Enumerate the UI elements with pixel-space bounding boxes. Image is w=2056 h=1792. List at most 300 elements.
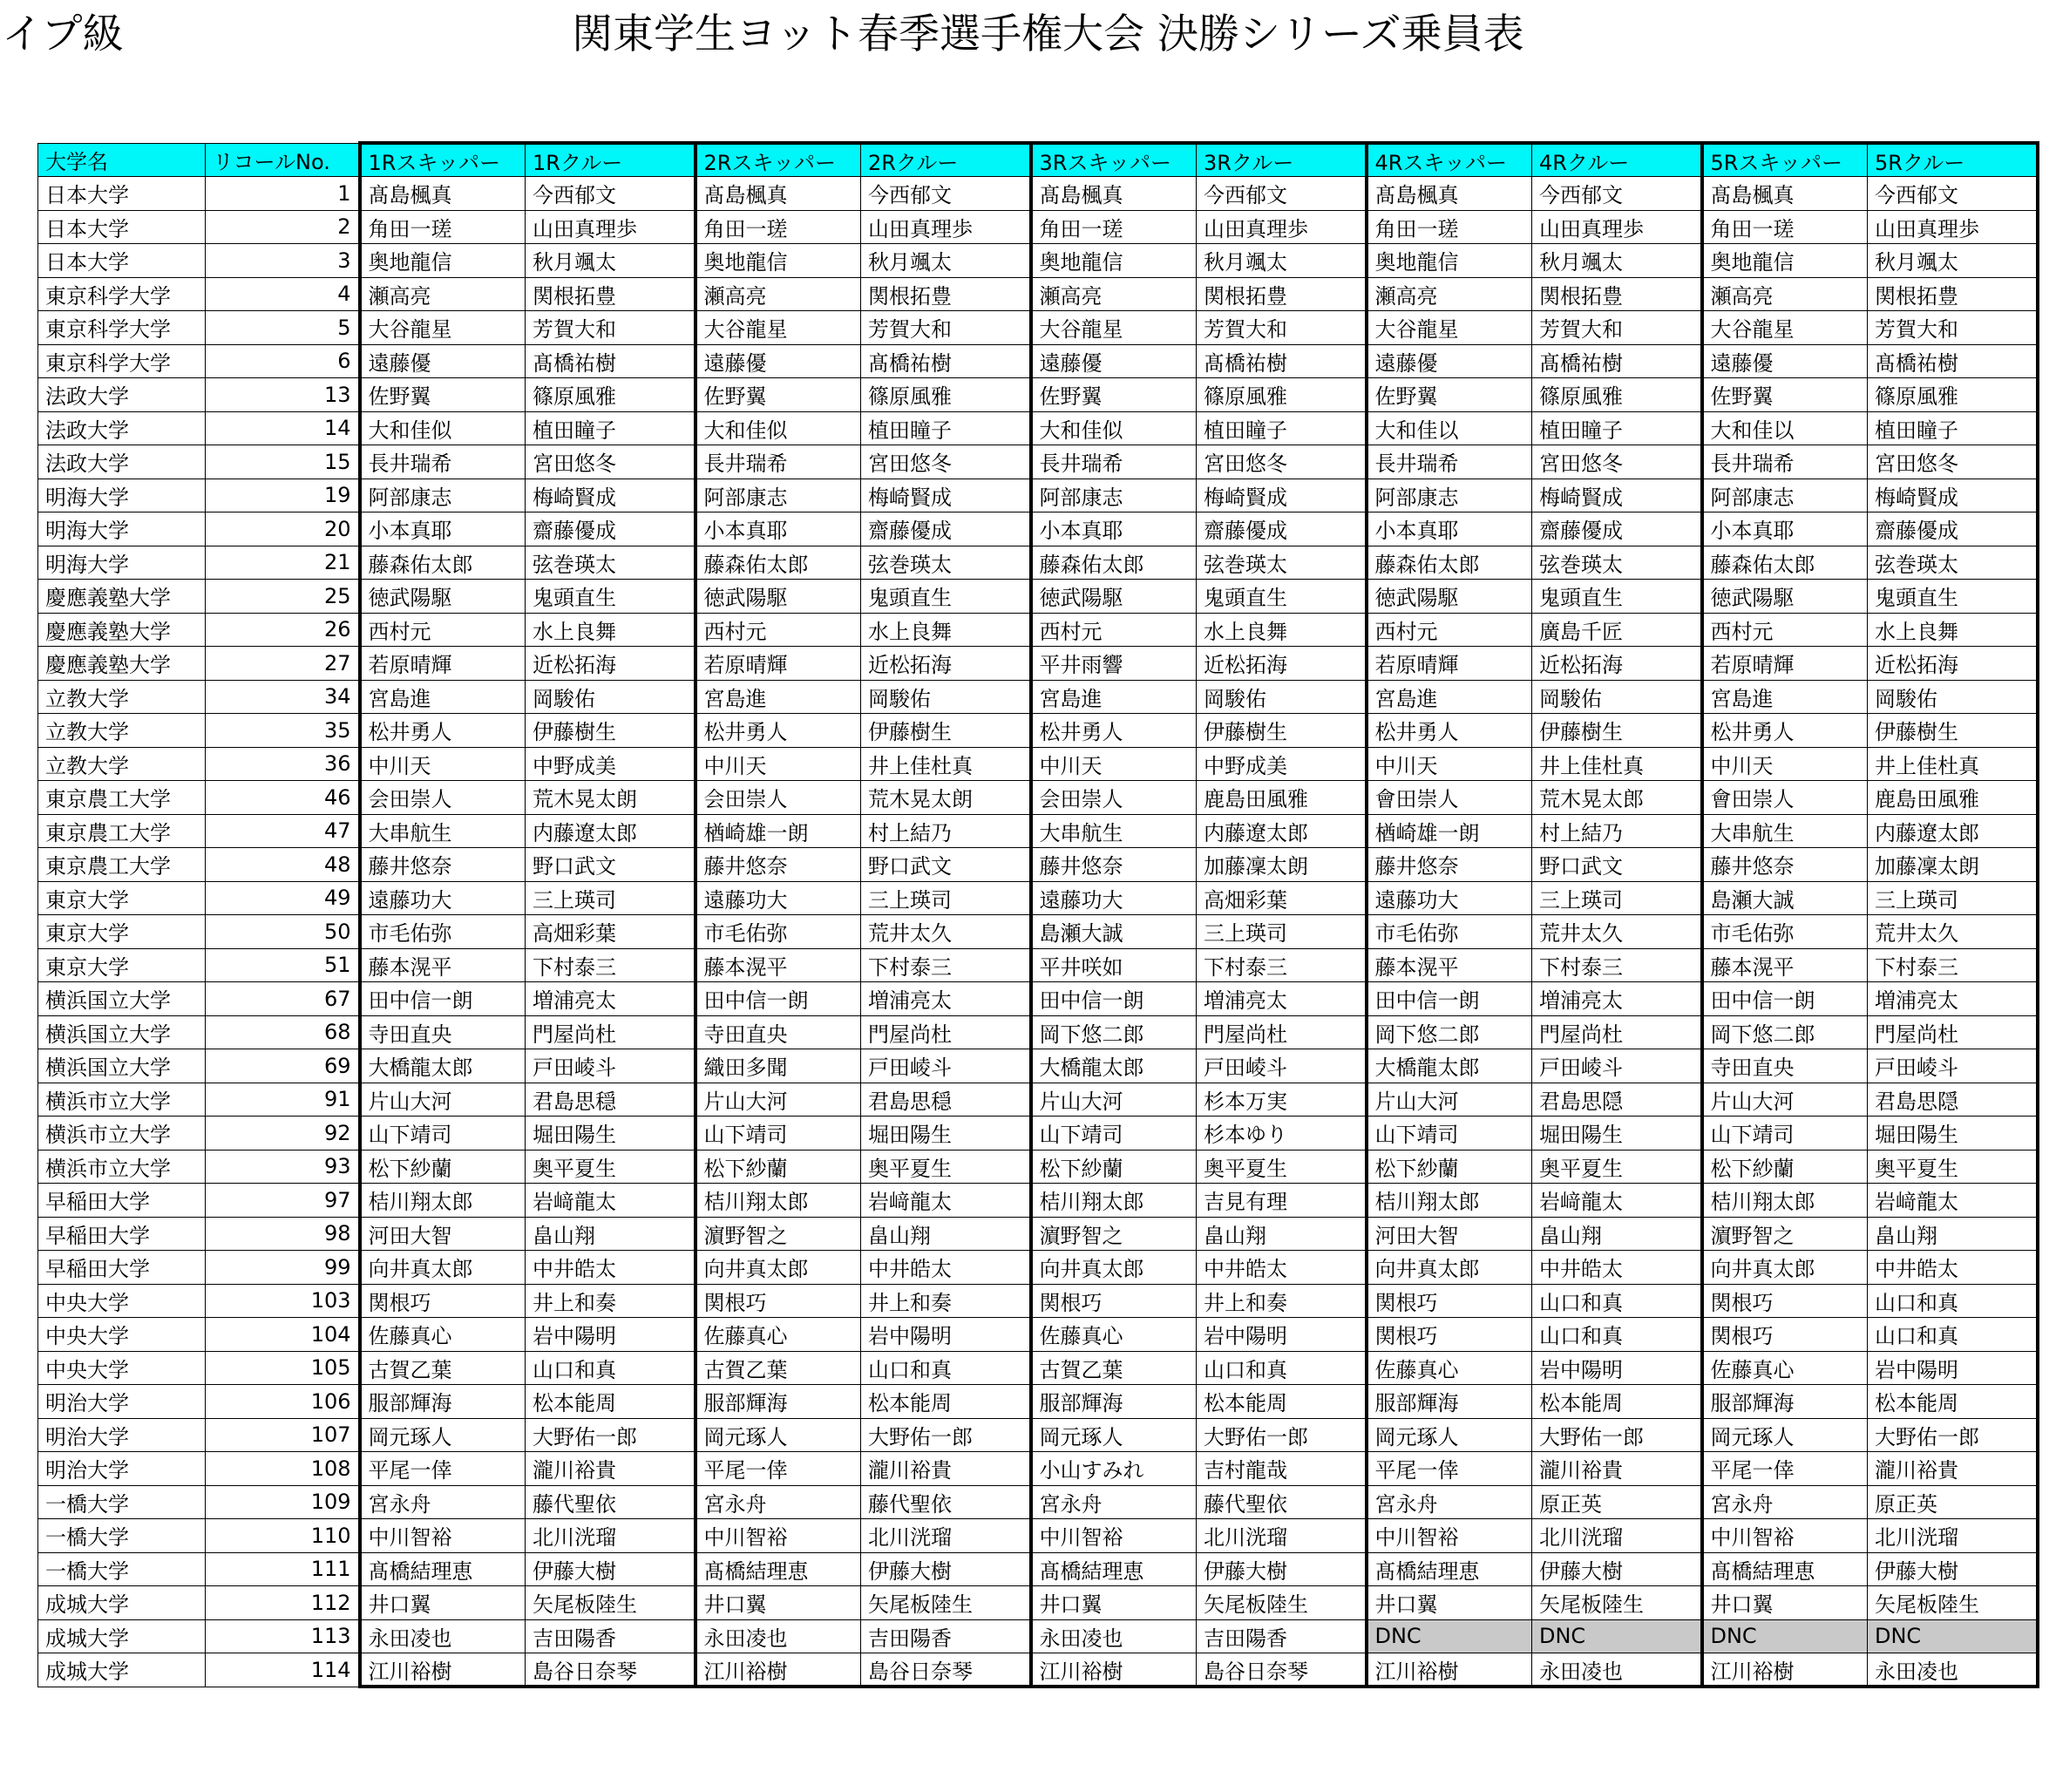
r3-crew-cell: 近松拓海	[1197, 647, 1367, 681]
university-cell: 明治大学	[38, 1385, 206, 1419]
r3-skipper-cell: 藤井悠奈	[1031, 848, 1197, 882]
university-cell: 横浜国立大学	[38, 1015, 206, 1049]
r1-crew-cell: 伊藤樹生	[526, 714, 696, 748]
r1-skipper-cell: 宮永舟	[360, 1485, 526, 1519]
r4-crew-cell: 野口武文	[1532, 848, 1702, 882]
r5-skipper-cell: 大串航生	[1702, 814, 1868, 848]
r4-crew-cell: 山田真理歩	[1532, 210, 1702, 244]
recall-no-cell: 48	[206, 848, 360, 882]
r5-crew-cell: 鹿島田風雅	[1868, 781, 2038, 815]
r5-skipper-cell: 阿部康志	[1702, 479, 1868, 512]
r5-crew-cell: 今西郁文	[1868, 177, 2038, 211]
r5-crew-cell: 弦巻瑛太	[1868, 546, 2038, 580]
recall-no-cell: 13	[206, 378, 360, 412]
recall-no-cell: 113	[206, 1619, 360, 1653]
r1-crew-cell: 君島思穏	[526, 1083, 696, 1117]
r4-skipper-cell: 會田崇人	[1367, 781, 1532, 815]
r4-crew-cell: 伊藤大樹	[1532, 1552, 1702, 1586]
r2-skipper-cell: 松井勇人	[696, 714, 861, 748]
r1-crew-cell: 今西郁文	[526, 177, 696, 211]
r5-skipper-cell: 會田崇人	[1702, 781, 1868, 815]
r2-skipper-cell: 若原晴輝	[696, 647, 861, 681]
r5-skipper-cell: 田中信一朗	[1702, 982, 1868, 1016]
r2-skipper-cell: 向井真太郎	[696, 1251, 861, 1285]
r4-skipper-cell: 遠藤優	[1367, 344, 1532, 378]
r3-crew-cell: 宮田悠冬	[1197, 445, 1367, 479]
r1-skipper-cell: 服部輝海	[360, 1385, 526, 1419]
r1-skipper-cell: 遠藤功大	[360, 881, 526, 915]
r2-skipper-cell: 徳武陽駆	[696, 580, 861, 614]
r5-skipper-cell: 長井瑞希	[1702, 445, 1868, 479]
r2-skipper-cell: 奥地龍信	[696, 244, 861, 278]
r4-crew-cell: 三上瑛司	[1532, 881, 1702, 915]
r1-crew-cell: 植田瞳子	[526, 411, 696, 445]
r2-skipper-cell: 古賀乙葉	[696, 1351, 861, 1385]
recall-no-cell: 19	[206, 479, 360, 512]
r1-skipper-cell: 寺田直央	[360, 1015, 526, 1049]
r1-skipper-cell: 松井勇人	[360, 714, 526, 748]
crew-roster-table	[37, 141, 2039, 1688]
r4-crew-cell: 松本能周	[1532, 1385, 1702, 1419]
r3-crew-cell: 井上和奏	[1197, 1284, 1367, 1318]
r2-crew-cell: 野口武文	[861, 848, 1031, 882]
r2-crew-cell: 岩﨑龍太	[861, 1184, 1031, 1218]
r1-skipper-cell: 髙島楓真	[360, 177, 526, 211]
r5-crew-cell: 下村泰三	[1868, 948, 2038, 982]
r5-skipper-cell: 桔川翔太郎	[1702, 1184, 1868, 1218]
header-recall-no: リコールNo.	[206, 143, 360, 177]
r2-crew-cell: 島谷日奈琴	[861, 1653, 1031, 1687]
recall-no-cell: 103	[206, 1284, 360, 1318]
header-r4-crew: 4Rクルー	[1532, 143, 1702, 177]
r3-crew-cell: 水上良舞	[1197, 613, 1367, 647]
table-row	[38, 1653, 2038, 1687]
r1-crew-cell: 水上良舞	[526, 613, 696, 647]
r2-crew-cell: 藤代聖依	[861, 1485, 1031, 1519]
r3-crew-cell: 門屋尚杜	[1197, 1015, 1367, 1049]
university-cell: 法政大学	[38, 411, 206, 445]
r4-crew-cell: 山口和真	[1532, 1318, 1702, 1352]
r5-skipper-cell: 平尾一倖	[1702, 1452, 1868, 1486]
r1-skipper-cell: 藤井悠奈	[360, 848, 526, 882]
r2-crew-cell: 宮田悠冬	[861, 445, 1031, 479]
table-row	[38, 948, 2038, 982]
r1-skipper-cell: 河田大智	[360, 1217, 526, 1251]
table-row	[38, 311, 2038, 345]
r5-skipper-cell: 藤森佑太郎	[1702, 546, 1868, 580]
r1-crew-cell: 高畑彩葉	[526, 915, 696, 949]
r2-skipper-cell: 井口翼	[696, 1586, 861, 1620]
r1-skipper-cell: 髙橋結理恵	[360, 1552, 526, 1586]
table-row	[38, 244, 2038, 278]
r2-skipper-cell: 佐藤真心	[696, 1318, 861, 1352]
recall-no-cell: 112	[206, 1586, 360, 1620]
r4-crew-cell: 君島思隠	[1532, 1083, 1702, 1117]
r2-skipper-cell: 片山大河	[696, 1083, 861, 1117]
r1-crew-cell: 奥平夏生	[526, 1150, 696, 1184]
table-row	[38, 210, 2038, 244]
r2-skipper-cell: 織田多聞	[696, 1049, 861, 1083]
university-cell: 東京科学大学	[38, 277, 206, 311]
table-row	[38, 1117, 2038, 1151]
r5-skipper-cell: 遠藤優	[1702, 344, 1868, 378]
r4-skipper-cell: 楢崎雄一朗	[1367, 814, 1532, 848]
r4-skipper-cell: 大和佳以	[1367, 411, 1532, 445]
r4-crew-cell: 大野佑一郎	[1532, 1418, 1702, 1452]
r1-crew-cell: 増浦亮太	[526, 982, 696, 1016]
r5-crew-cell: 山口和真	[1868, 1318, 2038, 1352]
university-cell: 東京大学	[38, 948, 206, 982]
r4-skipper-cell: 宮島進	[1367, 680, 1532, 714]
r3-skipper-cell: 岡下悠二郎	[1031, 1015, 1197, 1049]
r4-skipper-cell: 服部輝海	[1367, 1385, 1532, 1419]
r1-crew-cell: 岩中陽明	[526, 1318, 696, 1352]
page-title: 関東学生ヨット春季選手権大会 決勝シリーズ乗員表	[572, 10, 1524, 58]
r2-crew-cell: 奥平夏生	[861, 1150, 1031, 1184]
r3-skipper-cell: 髙橋結理恵	[1031, 1552, 1197, 1586]
r3-crew-cell: 杉本万実	[1197, 1083, 1367, 1117]
r4-skipper-cell: 奥地龍信	[1367, 244, 1532, 278]
recall-no-cell: 93	[206, 1150, 360, 1184]
university-cell: 東京農工大学	[38, 848, 206, 882]
r5-skipper-cell: 関根巧	[1702, 1284, 1868, 1318]
r4-crew-cell: 梅崎賢成	[1532, 479, 1702, 512]
r5-skipper-cell: 藤井悠奈	[1702, 848, 1868, 882]
r5-skipper-cell: 江川裕樹	[1702, 1653, 1868, 1687]
r3-skipper-cell: 徳武陽駆	[1031, 580, 1197, 614]
r2-skipper-cell: 山下靖司	[696, 1117, 861, 1151]
recall-no-cell: 2	[206, 210, 360, 244]
table-row	[38, 277, 2038, 311]
r3-skipper-cell: 松下紗蘭	[1031, 1150, 1197, 1184]
r4-skipper-cell: 瀬高亮	[1367, 277, 1532, 311]
r4-skipper-cell: 大谷龍星	[1367, 311, 1532, 345]
r3-crew-cell: 中井皓太	[1197, 1251, 1367, 1285]
r3-skipper-cell: 関根巧	[1031, 1284, 1197, 1318]
university-cell: 日本大学	[38, 210, 206, 244]
r3-skipper-cell: 藤森佑太郎	[1031, 546, 1197, 580]
r4-skipper-cell: 松井勇人	[1367, 714, 1532, 748]
recall-no-cell: 92	[206, 1117, 360, 1151]
r2-skipper-cell: 田中信一朗	[696, 982, 861, 1016]
r1-crew-cell: 中井皓太	[526, 1251, 696, 1285]
university-cell: 明海大学	[38, 512, 206, 546]
university-cell: 立教大学	[38, 747, 206, 781]
r5-crew-cell: 増浦亮太	[1868, 982, 2038, 1016]
r2-crew-cell: 近松拓海	[861, 647, 1031, 681]
r1-crew-cell: 井上和奏	[526, 1284, 696, 1318]
r2-skipper-cell: 藤本滉平	[696, 948, 861, 982]
r5-skipper-cell: 片山大河	[1702, 1083, 1868, 1117]
r5-skipper-cell: 松井勇人	[1702, 714, 1868, 748]
recall-no-cell: 49	[206, 881, 360, 915]
r5-crew-cell: 北川洸瑠	[1868, 1519, 2038, 1553]
r1-skipper-cell: 遠藤優	[360, 344, 526, 378]
r3-crew-cell: 山田真理歩	[1197, 210, 1367, 244]
r3-crew-cell: 加藤凜太朗	[1197, 848, 1367, 882]
university-cell: 成城大学	[38, 1653, 206, 1687]
table-row	[38, 915, 2038, 949]
r5-skipper-cell: 大和佳以	[1702, 411, 1868, 445]
r1-skipper-cell: 佐藤真心	[360, 1318, 526, 1352]
table-row	[38, 1284, 2038, 1318]
r4-skipper-cell: 岡元琢人	[1367, 1418, 1532, 1452]
r2-skipper-cell: 服部輝海	[696, 1385, 861, 1419]
university-cell: 横浜国立大学	[38, 982, 206, 1016]
r5-crew-cell: 関根拓豊	[1868, 277, 2038, 311]
r4-skipper-cell: 藤森佑太郎	[1367, 546, 1532, 580]
r2-crew-cell: 山田真理歩	[861, 210, 1031, 244]
r5-crew-cell: 山田真理歩	[1868, 210, 2038, 244]
r4-skipper-cell: 角田一瑳	[1367, 210, 1532, 244]
r3-skipper-cell: 角田一瑳	[1031, 210, 1197, 244]
university-cell: 東京大学	[38, 915, 206, 949]
r1-crew-cell: 島谷日奈琴	[526, 1653, 696, 1687]
r2-crew-cell: 弦巻瑛太	[861, 546, 1031, 580]
r5-skipper-cell: 藤本滉平	[1702, 948, 1868, 982]
r2-crew-cell: 髙橋祐樹	[861, 344, 1031, 378]
university-cell: 東京農工大学	[38, 781, 206, 815]
university-cell: 日本大学	[38, 177, 206, 211]
r4-crew-cell: 髙橋祐樹	[1532, 344, 1702, 378]
table-row	[38, 747, 2038, 781]
r5-skipper-cell: 奥地龍信	[1702, 244, 1868, 278]
r5-crew-cell: 近松拓海	[1868, 647, 2038, 681]
table-row	[38, 1519, 2038, 1553]
r4-skipper-cell: 松下紗蘭	[1367, 1150, 1532, 1184]
r3-crew-cell: 大野佑一郎	[1197, 1418, 1367, 1452]
r3-skipper-cell: 中川智裕	[1031, 1519, 1197, 1553]
table-row	[38, 546, 2038, 580]
r5-crew-cell: 梅崎賢成	[1868, 479, 2038, 512]
recall-no-cell: 108	[206, 1452, 360, 1486]
university-cell: 横浜市立大学	[38, 1150, 206, 1184]
r2-skipper-cell: 関根巧	[696, 1284, 861, 1318]
recall-no-cell: 91	[206, 1083, 360, 1117]
r2-crew-cell: 松本能周	[861, 1385, 1031, 1419]
r2-crew-cell: 戸田崚斗	[861, 1049, 1031, 1083]
r2-crew-cell: 山口和真	[861, 1351, 1031, 1385]
r5-crew-cell: 秋月颯太	[1868, 244, 2038, 278]
r4-skipper-cell: 江川裕樹	[1367, 1653, 1532, 1687]
r5-crew-cell: 山口和真	[1868, 1284, 2038, 1318]
r3-skipper-cell: 大串航生	[1031, 814, 1197, 848]
r1-crew-cell: 山口和真	[526, 1351, 696, 1385]
r5-skipper-cell: 若原晴輝	[1702, 647, 1868, 681]
r3-crew-cell: 藤代聖依	[1197, 1485, 1367, 1519]
r1-crew-cell: 下村泰三	[526, 948, 696, 982]
r4-crew-cell: 増浦亮太	[1532, 982, 1702, 1016]
r5-crew-cell: 水上良舞	[1868, 613, 2038, 647]
recall-no-cell: 110	[206, 1519, 360, 1553]
table-row	[38, 1552, 2038, 1586]
r4-crew-cell: 齋藤優成	[1532, 512, 1702, 546]
header-row	[38, 143, 2038, 177]
r1-skipper-cell: 大谷龍星	[360, 311, 526, 345]
r1-crew-cell: 畠山翔	[526, 1217, 696, 1251]
r3-crew-cell: 弦巻瑛太	[1197, 546, 1367, 580]
university-cell: 東京農工大学	[38, 814, 206, 848]
r5-crew-cell: 宮田悠冬	[1868, 445, 2038, 479]
recall-no-cell: 114	[206, 1653, 360, 1687]
table-row	[38, 1015, 2038, 1049]
r1-crew-cell: 三上瑛司	[526, 881, 696, 915]
r2-crew-cell: 荒木晃太朗	[861, 781, 1031, 815]
r2-crew-cell: 篠原風雅	[861, 378, 1031, 412]
r3-skipper-cell: 瀬高亮	[1031, 277, 1197, 311]
r5-skipper-cell: 宮永舟	[1702, 1485, 1868, 1519]
r1-skipper-cell: 桔川翔太郎	[360, 1184, 526, 1218]
r3-skipper-cell: 大橋龍太郎	[1031, 1049, 1197, 1083]
r2-crew-cell: 井上佳杜真	[861, 747, 1031, 781]
r1-skipper-cell: 向井真太郎	[360, 1251, 526, 1285]
r1-crew-cell: 岡駿佑	[526, 680, 696, 714]
r1-crew-cell: 近松拓海	[526, 647, 696, 681]
r1-skipper-cell: 山下靖司	[360, 1117, 526, 1151]
r1-crew-cell: 松本能周	[526, 1385, 696, 1419]
r1-skipper-cell: 宮島進	[360, 680, 526, 714]
r1-skipper-cell: 大和佳似	[360, 411, 526, 445]
r4-crew-cell: 岩﨑龍太	[1532, 1184, 1702, 1218]
r3-crew-cell: 松本能周	[1197, 1385, 1367, 1419]
table-row	[38, 378, 2038, 412]
class-label: イプ級	[2, 10, 124, 58]
r1-skipper-cell: 小本真耶	[360, 512, 526, 546]
r2-crew-cell: 矢尾板陸生	[861, 1586, 1031, 1620]
r2-skipper-cell: 宮永舟	[696, 1485, 861, 1519]
table-row	[38, 1049, 2038, 1083]
r3-skipper-cell: 江川裕樹	[1031, 1653, 1197, 1687]
r5-crew-cell: 井上佳杜真	[1868, 747, 2038, 781]
r3-skipper-cell: 西村元	[1031, 613, 1197, 647]
r1-crew-cell: 矢尾板陸生	[526, 1586, 696, 1620]
header-r5-crew: 5Rクルー	[1868, 143, 2038, 177]
university-cell: 横浜市立大学	[38, 1083, 206, 1117]
table-row	[38, 1184, 2038, 1218]
table-row	[38, 714, 2038, 748]
r2-skipper-cell: 髙島楓真	[696, 177, 861, 211]
table-row	[38, 1217, 2038, 1251]
r3-skipper-cell: 宮島進	[1031, 680, 1197, 714]
r2-skipper-cell: 阿部康志	[696, 479, 861, 512]
r1-crew-cell: 弦巻瑛太	[526, 546, 696, 580]
r1-skipper-cell: 奥地龍信	[360, 244, 526, 278]
university-cell: 立教大学	[38, 680, 206, 714]
recall-no-cell: 69	[206, 1049, 360, 1083]
r5-crew-cell: 齋藤優成	[1868, 512, 2038, 546]
r4-crew-cell: 瀧川裕貴	[1532, 1452, 1702, 1486]
university-cell: 一橋大学	[38, 1519, 206, 1553]
r5-skipper-cell: 山下靖司	[1702, 1117, 1868, 1151]
r5-crew-cell: 鬼頭直生	[1868, 580, 2038, 614]
r3-skipper-cell: 片山大河	[1031, 1083, 1197, 1117]
r3-skipper-cell: 田中信一朗	[1031, 982, 1197, 1016]
r3-crew-cell: 植田瞳子	[1197, 411, 1367, 445]
r3-skipper-cell: 佐藤真心	[1031, 1318, 1197, 1352]
r3-crew-cell: 伊藤大樹	[1197, 1552, 1367, 1586]
r4-skipper-cell: 大橋龍太郎	[1367, 1049, 1532, 1083]
r4-crew-cell: 戸田崚斗	[1532, 1049, 1702, 1083]
r3-skipper-cell: 平井咲如	[1031, 948, 1197, 982]
r1-skipper-cell: 佐野翼	[360, 378, 526, 412]
recall-no-cell: 36	[206, 747, 360, 781]
r2-crew-cell: 畠山翔	[861, 1217, 1031, 1251]
r1-crew-cell: 荒木晃太朗	[526, 781, 696, 815]
r3-skipper-cell: 遠藤功大	[1031, 881, 1197, 915]
r1-crew-cell: 岩﨑龍太	[526, 1184, 696, 1218]
r4-crew-cell: 岡駿佑	[1532, 680, 1702, 714]
r3-crew-cell: 秋月颯太	[1197, 244, 1367, 278]
university-cell: 一橋大学	[38, 1485, 206, 1519]
r4-crew-cell: DNC	[1532, 1619, 1702, 1653]
r2-crew-cell: 関根拓豊	[861, 277, 1031, 311]
r2-crew-cell: 吉田陽香	[861, 1619, 1031, 1653]
r1-crew-cell: 吉田陽香	[526, 1619, 696, 1653]
r4-crew-cell: 近松拓海	[1532, 647, 1702, 681]
r2-skipper-cell: 小本真耶	[696, 512, 861, 546]
r4-crew-cell: 鬼頭直生	[1532, 580, 1702, 614]
r1-skipper-cell: 徳武陽駆	[360, 580, 526, 614]
r4-crew-cell: 井上佳杜真	[1532, 747, 1702, 781]
r2-crew-cell: 梅崎賢成	[861, 479, 1031, 512]
r1-crew-cell: 戸田崚斗	[526, 1049, 696, 1083]
recall-no-cell: 109	[206, 1485, 360, 1519]
r4-skipper-cell: 小本真耶	[1367, 512, 1532, 546]
header-r2-crew: 2Rクルー	[861, 143, 1031, 177]
university-cell: 法政大学	[38, 378, 206, 412]
r3-crew-cell: 今西郁文	[1197, 177, 1367, 211]
r4-skipper-cell: 髙橋結理恵	[1367, 1552, 1532, 1586]
r3-crew-cell: 畠山翔	[1197, 1217, 1367, 1251]
r5-crew-cell: 植田瞳子	[1868, 411, 2038, 445]
r5-crew-cell: 芳賀大和	[1868, 311, 2038, 345]
table-row	[38, 479, 2038, 512]
r4-skipper-cell: 向井真太郎	[1367, 1251, 1532, 1285]
r3-skipper-cell: 奥地龍信	[1031, 244, 1197, 278]
university-cell: 成城大学	[38, 1619, 206, 1653]
r2-crew-cell: 増浦亮太	[861, 982, 1031, 1016]
r3-crew-cell: 関根拓豊	[1197, 277, 1367, 311]
r3-crew-cell: 鬼頭直生	[1197, 580, 1367, 614]
r3-skipper-cell: 宮永舟	[1031, 1485, 1197, 1519]
r4-crew-cell: 門屋尚杜	[1532, 1015, 1702, 1049]
r4-skipper-cell: 片山大河	[1367, 1083, 1532, 1117]
r3-skipper-cell: 島瀬大誠	[1031, 915, 1197, 949]
r1-skipper-cell: 平尾一倖	[360, 1452, 526, 1486]
r4-skipper-cell: 宮永舟	[1367, 1485, 1532, 1519]
r5-skipper-cell: 向井真太郎	[1702, 1251, 1868, 1285]
r1-skipper-cell: 松下紗蘭	[360, 1150, 526, 1184]
r1-crew-cell: 門屋尚杜	[526, 1015, 696, 1049]
r4-skipper-cell: DNC	[1367, 1619, 1532, 1653]
r4-skipper-cell: 平尾一倖	[1367, 1452, 1532, 1486]
university-cell: 明治大学	[38, 1452, 206, 1486]
table-row	[38, 1586, 2038, 1620]
r2-skipper-cell: 中川智裕	[696, 1519, 861, 1553]
r3-skipper-cell: 岡元琢人	[1031, 1418, 1197, 1452]
r4-crew-cell: 村上結乃	[1532, 814, 1702, 848]
table-row	[38, 781, 2038, 815]
r5-crew-cell: 髙橋祐樹	[1868, 344, 2038, 378]
r2-crew-cell: 鬼頭直生	[861, 580, 1031, 614]
r1-crew-cell: 篠原風雅	[526, 378, 696, 412]
r4-crew-cell: 原正英	[1532, 1485, 1702, 1519]
university-cell: 横浜市立大学	[38, 1117, 206, 1151]
header-r1-skipper: 1Rスキッパー	[360, 143, 526, 177]
r1-skipper-cell: 片山大河	[360, 1083, 526, 1117]
recall-no-cell: 6	[206, 344, 360, 378]
r5-skipper-cell: 徳武陽駆	[1702, 580, 1868, 614]
